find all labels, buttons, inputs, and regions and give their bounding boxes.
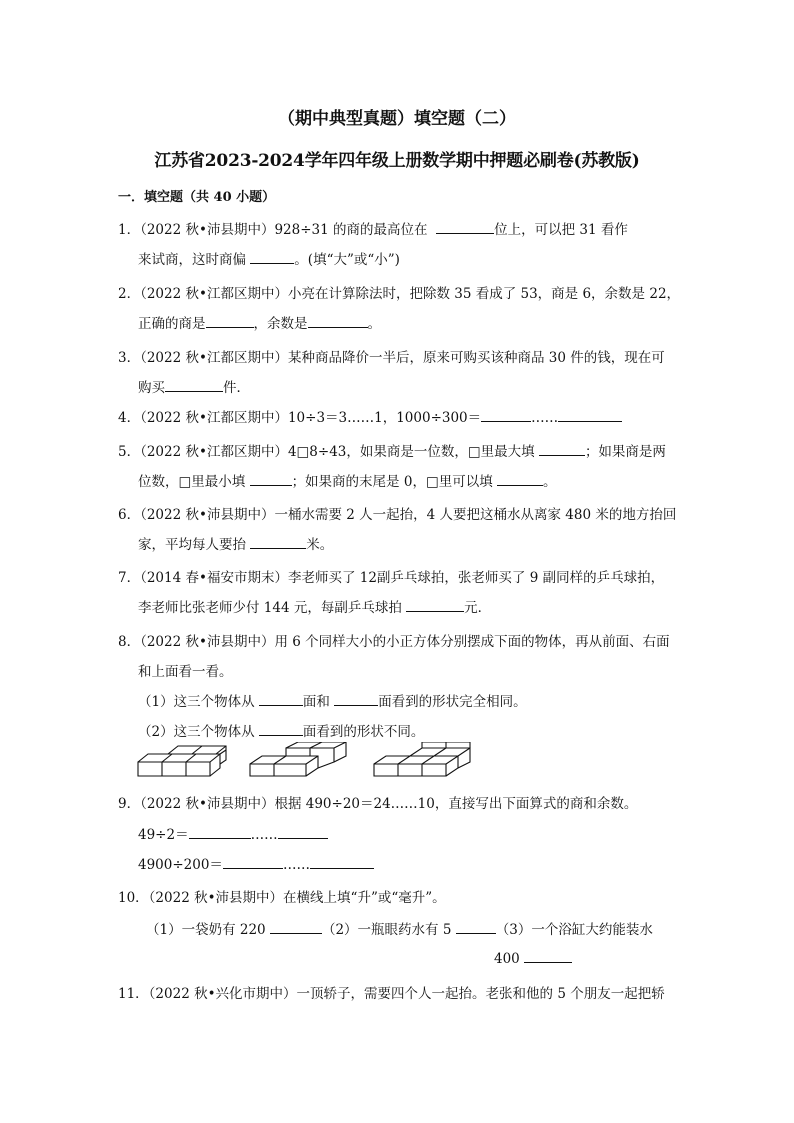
question-1-line-2: 来试商，这时商偏 。(填“大”或“小”) [138, 248, 400, 268]
question-11-line-1: 11．（2022 秋•兴化市期中）一顶轿子，需要四个人一起抬。老张和他的 5 个朋友一起把轿 [118, 986, 665, 1002]
answer-blank[interactable] [558, 407, 622, 422]
question-10-line-1: 10．（2022 秋•沛县期中）在横线上填“升”或“毫升”。 [118, 890, 446, 906]
page-subtitle: 江苏省2023-2024学年四年级上册数学期中押题必刷卷(苏教版) [154, 151, 640, 171]
cube-figures [134, 742, 474, 778]
section-heading: 一．填空题（共 40 小题） [118, 190, 276, 205]
question-9-line-1: 9．（2022 秋•沛县期中）根据 490÷20＝24……10，直接写出下面算式的商和余数。 [118, 796, 638, 812]
cube-figure-2 [250, 742, 346, 776]
question-8-line-2: 和上面看一看。 [138, 664, 233, 680]
question-3-line-1: 3．（2022 秋•江都区期中）某种商品降价一半后，原来可购买该种商品 30 件的钱，现在可 [118, 350, 665, 366]
answer-blank[interactable] [406, 597, 464, 612]
question-3-line-2: 购买 件． [138, 376, 250, 396]
question-1-line-1: 1．（2022 秋•沛县期中）928÷31 的商的最高位在 位上，可以把 31 看作 [118, 218, 628, 238]
question-2-line-2: 正确的商是 ，余数是 。 [138, 312, 381, 332]
answer-blank[interactable] [259, 691, 303, 706]
question-8-sub-2: （2）这三个物体从 面看到的形状不同。 [138, 720, 424, 740]
answer-blank[interactable] [270, 919, 322, 934]
answer-blank[interactable] [259, 721, 303, 736]
question-8-sub-1: （1）这三个物体从 面和 面看到的形状完全相同。 [138, 690, 527, 710]
question-6-line-2: 家，平均每人要抬 米。 [138, 533, 333, 553]
question-8-line-1: 8．（2022 秋•沛县期中）用 6 个同样大小的小正方体分别摆成下面的物体，再从前面、右面 [118, 634, 670, 650]
answer-blank[interactable] [250, 471, 292, 486]
answer-blank[interactable] [250, 534, 306, 549]
answer-blank[interactable] [310, 854, 374, 869]
answer-blank[interactable] [278, 824, 328, 839]
question-7-line-2: 李老师比张老师少付 144 元，每副乒乓球拍 元． [138, 596, 491, 616]
answer-blank[interactable] [189, 824, 251, 839]
answer-blank[interactable] [308, 313, 368, 328]
answer-blank[interactable] [334, 691, 378, 706]
question-10-line-2: （1）一袋奶有 220 （2）一瓶眼药水有 5 （3）一个浴缸大约能装水 [146, 918, 653, 938]
answer-blank[interactable] [165, 377, 223, 392]
answer-blank[interactable] [223, 854, 283, 869]
question-9-line-2: 49÷2＝ …… [138, 823, 328, 843]
question-7-line-1: 7．（2014 春•福安市期末）李老师买了 12副乒乓球拍，张老师买了 9 副同样的乒乓球拍， [118, 570, 665, 586]
answer-blank[interactable] [456, 919, 496, 934]
question-4: 4．（2022 秋•江都区期中）10÷3＝3……1，1000÷300＝ …… [118, 406, 622, 426]
answer-blank[interactable] [524, 948, 572, 963]
answer-blank[interactable] [206, 313, 254, 328]
answer-blank[interactable] [436, 219, 494, 234]
answer-blank[interactable] [539, 441, 585, 456]
question-6-line-1: 6．（2022 秋•沛县期中）一桶水需要 2 人一起抬，4 人要把这桶水从离家 480 米的地方抬回 [118, 507, 677, 523]
answer-blank[interactable] [481, 407, 531, 422]
answer-blank[interactable] [497, 471, 543, 486]
question-2-line-1: 2．（2022 秋•江都区期中）小亮在计算除法时，把除数 35 看成了 53，商是 6，余数是 22， [118, 286, 681, 302]
question-9-line-3: 4900÷200＝ …… [138, 853, 374, 873]
answer-blank[interactable] [250, 249, 294, 264]
cube-figure-1 [138, 746, 226, 776]
question-5-line-2: 位数，□里最小填 ；如果商的末尾是 0，□里可以填 。 [138, 470, 557, 490]
cube-figure-3 [374, 742, 470, 776]
page-title: （期中典型真题）填空题（二） [278, 109, 516, 129]
question-10-line-3: 400 [494, 948, 572, 967]
question-5-line-1: 5．（2022 秋•江都区期中）4□8÷43，如果商是一位数，□里最大填 ；如果商是两 [118, 440, 666, 460]
